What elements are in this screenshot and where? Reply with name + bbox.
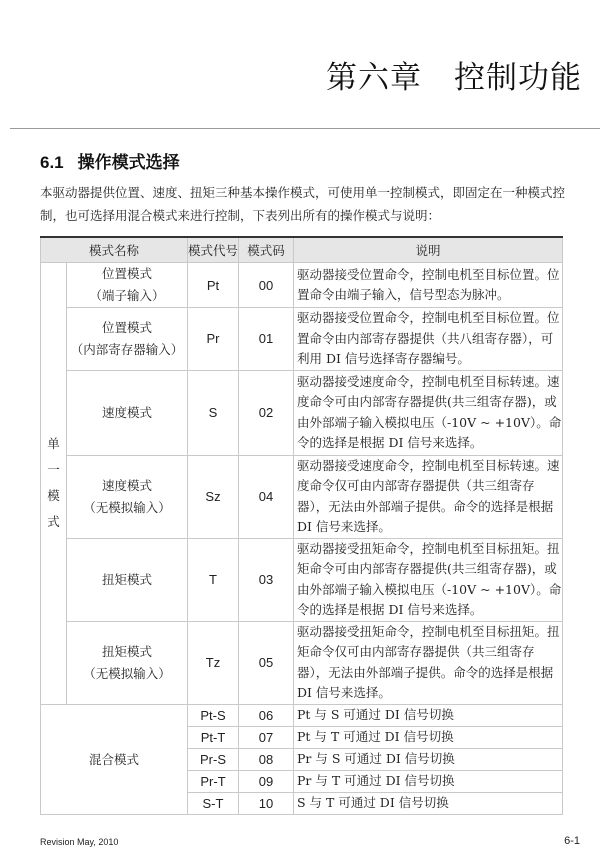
mode-code: Pr-S bbox=[188, 748, 239, 770]
mode-description: Pt 与 S 可通过 DI 信号切换 bbox=[294, 704, 563, 726]
mode-code: Pr bbox=[188, 308, 239, 371]
intro-paragraph: 本驱动器提供位置、速度、扭矩三种基本操作模式，可使用单一控制模式，即固定在一种模式控制，也可选择用混合模式来进行控制，下表列出所有的操作模式与说明： bbox=[40, 185, 566, 223]
mode-name: 扭矩模式 bbox=[67, 538, 188, 621]
header-mode-code: 模式代号 bbox=[188, 237, 239, 263]
mode-description: 驱动器接受速度命令，控制电机至目标转速。速度命令仅可由内部寄存器提供（共三组寄存器），无法由外部端子提供。命令的选择是根据 DI 信号来选择。 bbox=[294, 455, 563, 538]
page-number: 6-1 bbox=[564, 835, 580, 847]
mode-description: 驱动器接受速度命令，控制电机至目标转速。速度命令可由内部寄存器提供(共三组寄存器)，或由外部端子输入模拟电压（-10V ~ +10V）。命令的选择是根据 DI 信号来选择。 bbox=[294, 370, 563, 455]
mode-code: S bbox=[188, 370, 239, 455]
mode-code: T bbox=[188, 538, 239, 621]
mode-name: 位置模式 （内部寄存器输入） bbox=[67, 308, 188, 371]
section-number: 6.1 bbox=[40, 153, 64, 172]
header-mode-name: 模式名称 bbox=[41, 237, 188, 263]
mode-code: Tz bbox=[188, 621, 239, 704]
mixed-mode-group: 混合模式 bbox=[41, 704, 188, 814]
table-row bbox=[41, 455, 563, 538]
header-mode-number: 模式码 bbox=[239, 237, 294, 263]
mode-number: 02 bbox=[239, 370, 294, 455]
mode-name: 速度模式 bbox=[67, 370, 188, 455]
mode-number: 08 bbox=[239, 748, 294, 770]
header-divider bbox=[10, 128, 600, 129]
mode-name: 位置模式 （端子输入） bbox=[67, 263, 188, 308]
mode-description: 驱动器接受扭矩命令，控制电机至目标扭矩。扭矩命令仅可由内部寄存器提供（共三组寄存器），无法由外部端子提供。命令的选择是根据 DI 信号来选择。 bbox=[294, 621, 563, 704]
mode-number: 05 bbox=[239, 621, 294, 704]
mode-name: 扭矩模式 （无模拟输入） bbox=[67, 621, 188, 704]
section-heading bbox=[40, 148, 180, 173]
mode-code: Pr-T bbox=[188, 770, 239, 792]
revision-footer: Revision May, 2010 bbox=[40, 837, 119, 847]
operation-mode-table bbox=[40, 236, 563, 815]
mode-code: Pt bbox=[188, 263, 239, 308]
chapter-title: 第六章 控制功能 bbox=[326, 60, 582, 96]
mode-description: Pt 与 T 可通过 DI 信号切换 bbox=[294, 726, 563, 748]
table-row bbox=[41, 538, 563, 621]
mode-description: S 与 T 可通过 DI 信号切换 bbox=[294, 792, 563, 814]
table-header-row bbox=[41, 237, 563, 263]
table-row bbox=[41, 308, 563, 371]
mode-description: Pr 与 S 可通过 DI 信号切换 bbox=[294, 748, 563, 770]
mode-code: Pt-T bbox=[188, 726, 239, 748]
table-row bbox=[41, 370, 563, 455]
mode-number: 03 bbox=[239, 538, 294, 621]
mode-number: 09 bbox=[239, 770, 294, 792]
mode-number: 10 bbox=[239, 792, 294, 814]
mode-number: 00 bbox=[239, 263, 294, 308]
section-title: 操作模式选择 bbox=[77, 153, 180, 173]
table-row bbox=[41, 263, 563, 308]
table-row bbox=[41, 704, 563, 726]
mode-number: 06 bbox=[239, 704, 294, 726]
mode-code: Pt-S bbox=[188, 704, 239, 726]
table-row bbox=[41, 621, 563, 704]
mode-number: 04 bbox=[239, 455, 294, 538]
mode-description: Pr 与 T 可通过 DI 信号切换 bbox=[294, 770, 563, 792]
mode-code: Sz bbox=[188, 455, 239, 538]
header-description: 说明 bbox=[294, 237, 563, 263]
mode-description: 驱动器接受位置命令，控制电机至目标位置。位置命令由端子输入，信号型态为脉冲。 bbox=[294, 263, 563, 308]
mode-number: 01 bbox=[239, 308, 294, 371]
single-mode-group: 单一模式 bbox=[41, 263, 67, 705]
mode-code: S-T bbox=[188, 792, 239, 814]
mode-name: 速度模式 （无模拟输入） bbox=[67, 455, 188, 538]
mode-number: 07 bbox=[239, 726, 294, 748]
mode-description: 驱动器接受位置命令，控制电机至目标位置。位置命令由内部寄存器提供（共八组寄存器），可利用 DI 信号选择寄存器编号。 bbox=[294, 308, 563, 371]
mode-description: 驱动器接受扭矩命令，控制电机至目标扭矩。扭矩命令可由内部寄存器提供(共三组寄存器)，或由外部端子输入模拟电压（-10V ~ +10V）。命令的选择是根据 DI 信号来选择。 bbox=[294, 538, 563, 621]
